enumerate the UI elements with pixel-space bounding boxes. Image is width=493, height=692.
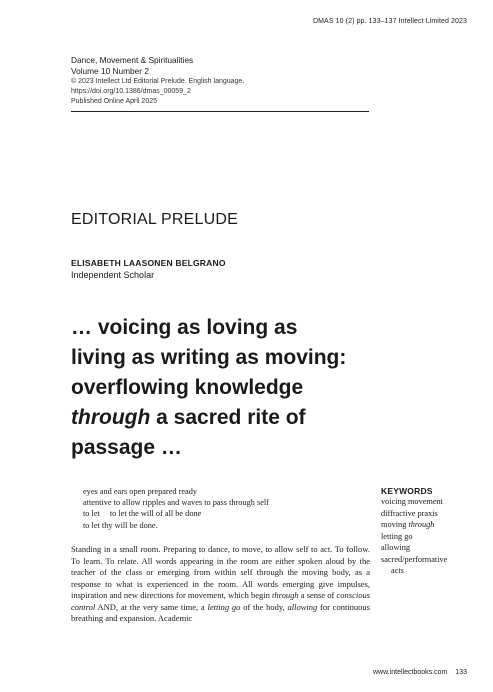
- body-paragraph: [71, 544, 370, 625]
- page-number: 133: [455, 669, 467, 676]
- poem-line: [83, 508, 383, 519]
- journal-name: Dance, Movement & Spiritualities: [71, 55, 194, 65]
- published-date: Published Online April 2025: [71, 98, 158, 105]
- title-emphasis: through: [71, 406, 151, 429]
- journal-info: [71, 55, 371, 112]
- body-text-run: for continuous breathing and expansion. Academic: [71, 601, 370, 623]
- body-text-run: of the body,: [240, 601, 288, 612]
- section-label: EDITORIAL PRELUDE: [71, 211, 239, 228]
- keyword-item: letting go: [381, 531, 413, 541]
- epigraph-poem: [83, 486, 383, 531]
- body-text-run: AND, at the very same time, a: [95, 601, 208, 612]
- keyword-item: diffractive praxis: [381, 508, 438, 518]
- author-affiliation: Independent Scholar: [71, 270, 155, 280]
- article-title: [71, 313, 401, 463]
- title-line: [71, 403, 401, 433]
- keyword-emphasis: through: [408, 520, 435, 529]
- body-emphasis: allowing: [287, 601, 318, 612]
- keyword-item: acts: [391, 566, 404, 575]
- keywords-heading: KEYWORDS: [381, 486, 433, 496]
- keyword-item: allowing: [381, 543, 411, 552]
- header-rule: [71, 111, 369, 112]
- keyword-item: [381, 519, 476, 531]
- running-head: DMAS 10 (2) pp. 133–137 Intellect Limited 2023: [312, 18, 467, 25]
- body-text-run: Standing in a small room. Preparing to dance, to move, to allow self to act. To follow. To learn. To relate. All words appearing in the room are either spoken aloud by the teacher of the class or emerging from within self through the moving body, as a response to what is experienced in the room. All words emerging give impulses, inspiration and new directions for movement, which begin: [71, 544, 370, 600]
- keyword-item: sacred/performative: [381, 554, 448, 564]
- doi-link[interactable]: https://doi.org/10.1386/dmas_00059_2: [71, 88, 191, 95]
- publisher-website[interactable]: www.intellectbooks.com: [373, 669, 448, 676]
- poem-line: to let thy will be done.: [83, 520, 158, 530]
- body-emphasis: letting go: [207, 601, 241, 612]
- copyright-line: © 2023 Intellect Ltd Editorial Prelude. English language.: [71, 78, 245, 85]
- poem-fragment: to let the will of all be done: [109, 509, 202, 519]
- author-block: [71, 258, 226, 280]
- title-line: passage …: [71, 436, 182, 459]
- title-line: … voicing as loving as: [71, 316, 298, 339]
- keywords-panel: [381, 486, 476, 577]
- keyword-text: moving: [381, 520, 409, 529]
- body-emphasis: through: [272, 590, 299, 600]
- author-name: ELISABETH LAASONEN BELGRANO: [71, 258, 226, 268]
- title-line: living as writing as moving:: [71, 346, 347, 369]
- journal-volume: Volume 10 Number 2: [71, 66, 149, 76]
- poem-line: eyes and ears open prepared ready: [83, 487, 198, 496]
- body-emphasis: conscious control: [71, 590, 371, 612]
- keyword-item: voicing movement: [381, 497, 443, 506]
- page-footer: [373, 669, 467, 676]
- poem-fragment: to let: [83, 509, 100, 519]
- body-text-run: a sense of: [298, 590, 337, 600]
- poem-line: attentive to allow ripples and waves to pass through self: [83, 498, 269, 508]
- title-line: overflowing knowledge: [71, 376, 304, 399]
- title-line-rest: a sacred rite of: [150, 406, 306, 429]
